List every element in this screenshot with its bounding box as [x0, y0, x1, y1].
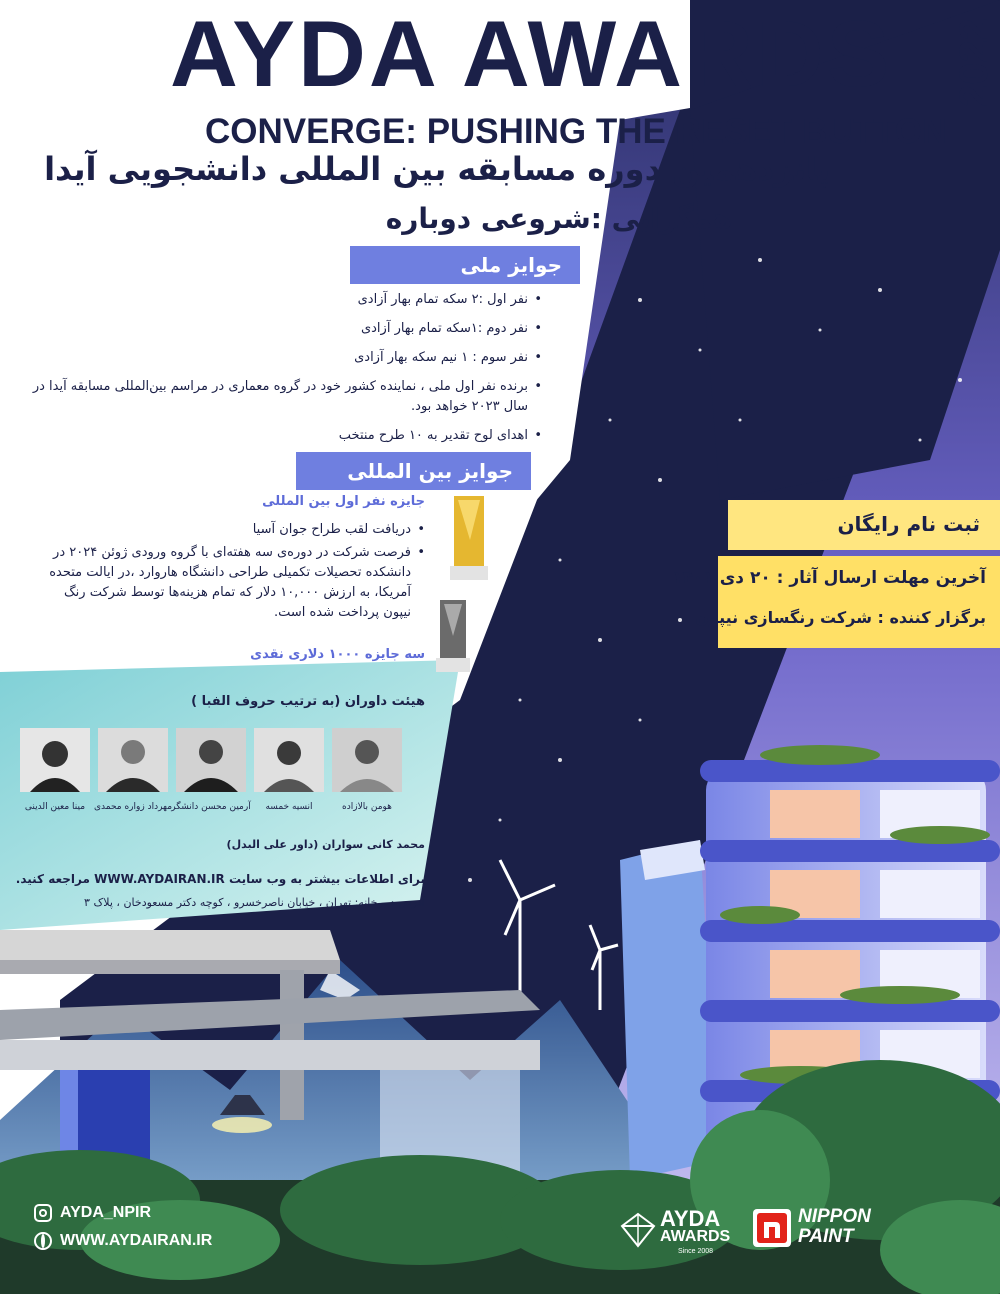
judge-name: مینا معین الدینی: [24, 802, 86, 812]
list-item: • نفر سوم : ۱ نیم سکه بهار آزادی: [32, 348, 542, 368]
international-awards-heading: جوایز بین المللی: [296, 452, 531, 490]
website-link[interactable]: [34, 1232, 212, 1250]
first-prize-label: جایزه نفر اول بین المللی: [262, 494, 425, 509]
judge-photo: [98, 728, 168, 792]
judge-photo: [254, 728, 324, 792]
diamond-icon: [620, 1212, 656, 1248]
nippon-logo-line1: NIPPON: [798, 1206, 871, 1227]
instagram-text: AYDA_NPIR: [60, 1204, 151, 1221]
list-item: • فرصت شرکت در دوره‌ی سه هفته‌ای با گروه ورودی ژوئن ۲۰۲۴ در دانشکده تحصیلات تکمیلی طراحی دانشگاه هاروارد ،در ایالت متحده آمریکا، به ارزش ۱۰,۰۰۰ دلار که تمام هزینه‌ها توسط شرکت رنگ نیپون پرداخت شده است.: [35, 543, 425, 623]
list-item: • نفر اول :۲ سکه تمام بهار آزادی: [32, 290, 542, 310]
judge-name: آرمین محسن دانشگر: [171, 802, 251, 812]
ayda-logo-line1: AYDA: [660, 1206, 721, 1231]
year-text: 2022: [951, 18, 996, 107]
nippon-logo-line2: PAINT: [798, 1226, 854, 1247]
website-text: WWW.AYDAIRAN.IR: [60, 1232, 213, 1249]
persian-title: پانزدهمین دوره مسابقه بین المللی دانشجویی آیدا: [44, 150, 830, 188]
ayda-awards-logo: [620, 1206, 746, 1268]
judge-photo: [20, 728, 90, 792]
free-registration-text: ثبت نام رایگان: [837, 512, 980, 536]
judge-name: انسیه خمسه: [265, 802, 313, 812]
persian-theme: همگرایی :شروعی دوباره: [385, 202, 732, 235]
ayda-logo-line2: AWARDS: [660, 1228, 731, 1245]
globe-icon: [34, 1232, 52, 1250]
nippon-paint-logo: [752, 1206, 902, 1256]
instagram-handle[interactable]: [34, 1204, 151, 1222]
nippon-mark-icon: [752, 1208, 792, 1248]
organizer-text: برگزار کننده : شرکت رنگسازی نیپون: [695, 608, 986, 627]
cash-prize-label: سه جایزه ۱۰۰۰ دلاری نقدی: [250, 647, 425, 662]
jury-heading: هیئت داوران (به ترتیب حروف الفبا ): [191, 694, 425, 709]
national-awards-list: [32, 290, 542, 455]
alternate-judge: محمد کانی سواران (داور علی البدل): [226, 838, 425, 851]
list-item: • دریافت لقب طراح جوان آسیا: [35, 520, 425, 540]
registration-box: [672, 500, 1000, 650]
address-text: آدرس دبیرخانه: تهران ، خیابان ناصرخسرو ، کوچه دکتر مسعودخان ، پلاک ۳: [84, 896, 425, 909]
list-item: • اهدای لوح تقدیر به ۱۰ طرح منتخب: [32, 426, 542, 446]
list-item: • برنده نفر اول ملی ، نماینده کشور خود در گروه معماری در مراسم بین‌المللی مسابقه آیدا در سال ۲۰۲۳ خواهد بود.: [32, 377, 542, 417]
instagram-icon: [34, 1204, 52, 1222]
deadline-text: آخرین مهلت ارسال آثار : ۲۰ دی ۱۴۰۱: [672, 568, 986, 588]
judge-name: هومن بالازاده: [342, 802, 392, 812]
list-item: • نفر دوم :۱سکه تمام بهار آزادی: [32, 319, 542, 339]
judge-photo: [176, 728, 246, 792]
international-awards-list: [35, 520, 425, 626]
year-label: [952, 18, 996, 108]
judge-name: مهرداد زواره محمدی: [93, 802, 173, 812]
ayda-logo-since: Since 2008: [678, 1248, 714, 1255]
page-title: AYDA AWARDS: [170, 1, 893, 106]
subtitle: CONVERGE: PUSHING THE RESET BUTTON: [205, 112, 948, 151]
national-awards-heading: جوایز ملی: [350, 246, 580, 284]
more-info-text: برای اطلاعات بیشتر به وب سایت WWW.AYDAIRAN.IR مراجعه کنید.: [15, 872, 425, 886]
judge-photo: [332, 728, 402, 792]
